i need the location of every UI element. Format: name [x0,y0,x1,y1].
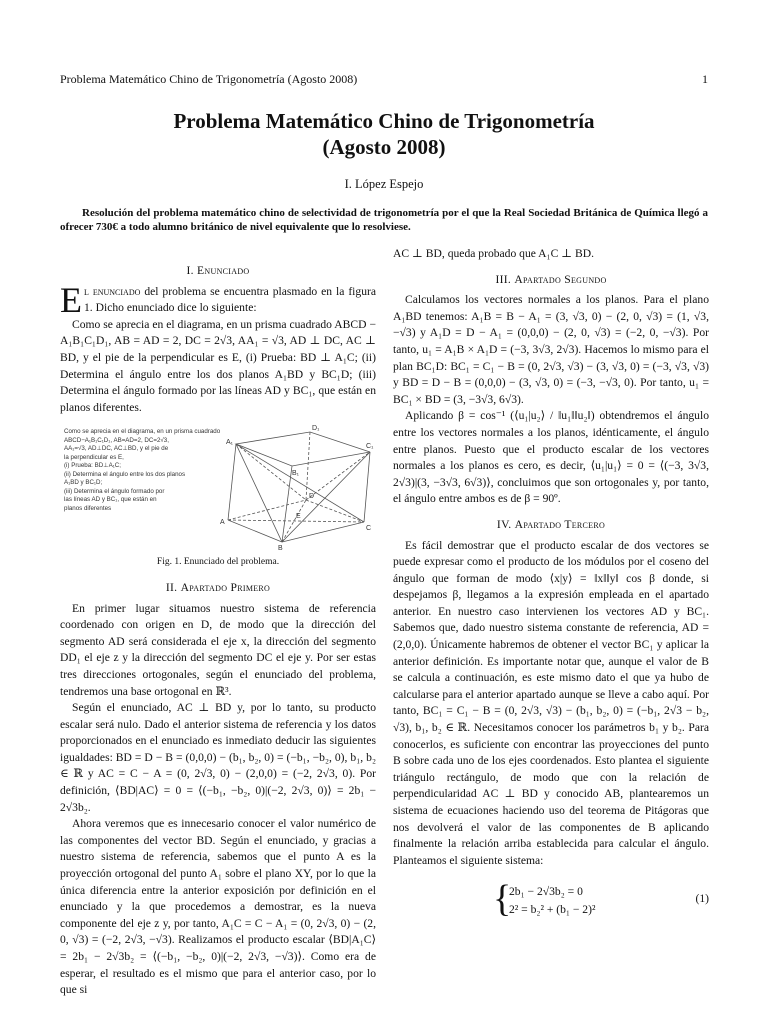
equation-1 [393,879,709,925]
paper-title [60,108,708,160]
section-heading-apartado-tercero: IV. Apartado Tercero [496,517,606,531]
title-line-2: (Agosto 2008) [322,135,446,159]
paragraph-normal-vectors: Calculamos los vectores normales a los planos. Para el plano A₁BD tenemos: A₁B = B − A₁ = (3, √3, 0) − (2, 0, √3) = (1, √3, −√3) y A₁D = D − A₁ = (0,0,0) − (2, 0, √3) = (−2, 0, −√3). Por tanto, u₁ = A₁B × A₁D = (−3, 3√3, 2√3). Hacemos lo mismo para el plan BC₁D: BC₁ = C₁ − B = (0, 2√3, √3) − (3, √3, 0) = (−3, √3, √3) y BD = D − B = (0,0,0) − (3, √3, 0) = (−3, −√3, 0). Por tanto, u₁ = BC₁ × BD = (3, −3√3, 6√3). [393,293,709,406]
section-heading-apartado-primero: II. Apartado Primero [165,580,271,594]
edge-b-c [282,522,364,542]
edge-c1-c [364,452,370,522]
running-header [60,72,708,88]
author: I. López Espejo [344,177,424,191]
edge-d-c [306,500,364,522]
prism-diagram [60,422,376,552]
label-a1: A₁ [226,439,234,447]
page-number: 1 [702,72,708,86]
equation-line-2: 2² = b₂² + (b₁ − 2)² [509,903,596,917]
equation-line-1: 2b₁ − 2√3b₂ = 0 [509,885,583,899]
label-d: D [309,493,315,501]
paragraph-statement: Como se aprecia en el diagrama, en un prisma cuadrado ABCD − A₁B₁C₁D₁, AB = AD = 2, DC = 2√3, AA₁ = √3, AD ⊥ DC, AC ⊥ BD, y el pie de la perpendicular es E, (i) Prueba: BD ⊥ A₁C; (ii) Determina el ángulo entre los dos planos A₁BD y BC₁D; (iii) Determina el ángulo formado por las líneas AD y BC₁, que están en planos diferentes. [60,317,376,414]
left-column [60,254,376,999]
label-a: A [220,519,225,527]
right-column [393,246,709,925]
prism-top-face [236,432,370,466]
edge-d1-d [306,432,310,500]
label-c: C [366,525,372,533]
title-line-1: Problema Matemático Chino de Trigonometría [173,109,595,133]
paragraph-angle-lines: Es fácil demostrar que el producto escalar de dos vectores se puede expresar como el producto de los módulos por el coseno del ángulo que forman de modo ⟨x|y⟩ = ‖x‖‖y‖ cos β donde, si despejamos β, llegamos a la expresión empleada en el apartado anterior. En nuestro caso intervienen los vectores AD y BC₁. Sabemos que, dado nuestro sistema constante de referencia, AD = (2,0,0). Únicamente habremos de obtener el vector BC₁ y aplicar la anterior definición. Es importante notar que, aunque el valor de B se calcula a continuación, es este mismo dato el que ya hubo de calcularse para el anterior apartado aunque se lleve a cabo aquí. Por tanto, BC₁ = C₁ − B = (0, 2√3, √3) − (b₁, b₂, 0) = (−b₁, 2√3 − b₂, √3), b₁, b₂ ∈ ℝ. Necesitamos conocer los parámetros b₁ y b₂. Para conocerlos, es suficiente con encontrar las proyecciones del punto B sobre cada uno de los ejes coordenados. Esto plantea el siguiente triángulo rectángulo, de modo que con la relación de perpendicularidad AC ⊥ BD y conocido AB, plantearemos un sistema de ecuaciones haciendo uso del teorema de Pitágoras que nos devolverá el valor de las componentes de B aplicando finalmente la relación arriba establecida para calcular el ángulo. Planteamos el siguiente sistema: [393,538,709,867]
paragraph-intro: El enunciado del problema se encuentra plasmado en la figura 1. Dicho enunciado dice lo siguiente: [60,279,376,320]
paragraph-reference-system: En primer lugar situamos nuestro sistema de referencia coordenado con origen en D, de modo que la dirección del segmento AD será considerada el eje x, la dirección del segmento DD₁ el eje z y la dirección del segmento DC el eje y. Por ser estas tres direcciones ortogonales, según el enunciado del problema, tendremos una base ortogonal en ℝ³. [60,601,376,698]
running-title: Problema Matemático Chino de Trigonometría (Agosto 2008) [60,72,358,86]
segment-d-c1 [306,452,370,500]
segment-a1-b [236,444,282,542]
figure-caption: Fig. 1. Enunciado del problema. [156,557,280,568]
section-heading-apartado-segundo: III. Apartado Segundo [495,272,607,286]
section-heading-enunciado: I. Enunciado [186,264,250,277]
paragraph-bd-vector: Ahora veremos que es innecesario conocer el valor numérico de las componentes del vector BD. Según el enunciado, y gracias a nuestro sistema de referencia, sabemos que el punto A es la proyección ortogonal del punto A₁ sobre el plano XY, por lo que la única diferencia entre la anterior exposición por definición en el enunciado y la que procedemos a demostrar, es la nueva componente del eje z y, por tanto, A₁C = C − A₁ = (0, 2√3, 0) − (2, 0, √3) = (−2, 2√3, −√3). Realizamos el producto escalar ⟨BD|A₁C⟩ = 2b₁ − 2√3b₂ = ⟨(−b₁, −b₂, 0)|(−2, 2√3, −√3)⟩. Como era de esperar, el resultado es el mismo que para el anterior caso, por lo que si [60,817,376,997]
equation-brace: { [493,878,512,921]
label-d1: D₁ [312,425,320,433]
label-b: B [278,545,283,553]
edge-a1-a [228,444,236,520]
figure-1 [60,422,376,552]
figure-statement-text: Como se aprecia en el diagrama, en un prisma cuadrado ABCD−A₁B₁C₁D₁, AB=AD=2, DC=2√3, AA₁=√3, AD⊥DC, AC⊥BD, y el pie de la perpendicular es E, (i) Prueba: BD⊥A₁C; (ii) Determina el ángulo entre los dos planos A₁BD y BC₁D; (iii) Determina el ángulo formado por las líneas AD y BC₁, que están en planos diferentes [64,428,221,512]
edge-a-b [228,520,282,542]
abstract: Resolución del problema matemático chino de selectividad de trigonometría por el que la Real Sociedad Británica de Química llegó a ofrecer 730€ a todo alumno británico de nivel equivalente que lo resolviese. [60,207,708,233]
label-e: E [296,513,301,521]
diagonal-ac [228,520,364,522]
paragraph-angle-planes: Aplicando β = cos⁻¹ (⟨u₁|u₂⟩ / ‖u₁‖‖u₂‖) obtendremos el ángulo entre los vectores normales a los planos, idénticamente, el ángulo entre planos. Puesto que el producto escalar de los vectores normales a los planos es cero, es decir, ⟨u₁|u₁⟩ = 0 = ⟨(−3, 3√3, 2√3)|(3, −3√3, 6√3)⟩, concluimos que son ortogonales y, por tanto, el ángulo entre ambos es de β = 90º. [393,409,709,506]
label-c1: C₁ [366,443,374,451]
equation-number: (1) [695,892,709,906]
paragraph-conclusion-first: AC ⊥ BD, queda probado que A₁C ⊥ BD. [393,247,595,260]
paragraph-scalar-product: Según el enunciado, AC ⊥ BD y, por lo tanto, su producto escalar será nulo. Dado el anterior sistema de referencia y los datos proporcionados en el enunciado es inmediato deducir las siguientes igualdades: BD = D − B = (0,0,0) − (b₁, b₂, 0) = (−b₁, −b₂, 0), b₁, b₂ ∈ ℝ y AC = C − A = (0, 2√3, 0) − (2,0,0) = (−2, 2√3, 0). Por definición, ⟨BD|AC⟩ = 0 = ⟨(−b₁, −b₂, 0)|(−2, 2√3, 0)⟩ = 2b₁ − 2√3b₂. [60,701,376,814]
equation-lines [509,883,595,919]
drop-cap: E [60,279,82,320]
label-b1: B₁ [292,470,300,478]
